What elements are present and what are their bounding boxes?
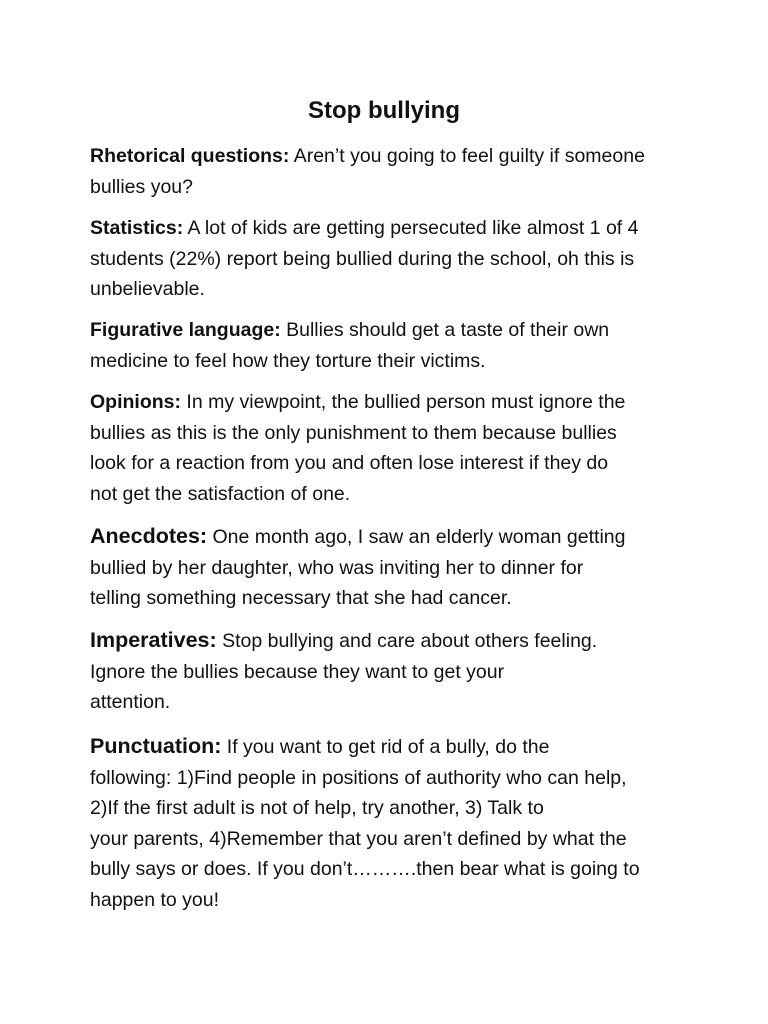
paragraph-line	[90, 625, 690, 657]
paragraph-text: Stop bullying and care about others feeling.	[216, 630, 598, 652]
paragraph-line: not get the satisfaction of one.	[90, 482, 351, 505]
paragraph-label: Rhetorical questions:	[90, 145, 290, 167]
document-title: Stop bullying	[308, 97, 460, 124]
paragraph-text: One month ago, I saw an elderly woman getting	[207, 526, 626, 548]
paragraph-line	[90, 315, 690, 346]
paragraph-line: telling something necessary that she had cancer.	[90, 587, 512, 609]
paragraph-line: look for a reaction from you and often lose interest if they do	[90, 452, 609, 474]
paragraph-line: unbelievable.	[90, 278, 205, 300]
paragraph-figurative-language	[90, 315, 690, 376]
paragraph-line: students (22%) report being bullied during the school, oh this is	[90, 247, 635, 270]
paragraph-rhetorical-questions	[90, 141, 690, 202]
paragraph-label: Statistics:	[90, 217, 184, 239]
paragraph-text: A lot of kids are getting persecuted like almost 1 of 4	[183, 217, 639, 239]
paragraph-opinions	[90, 387, 690, 509]
paragraph-label: Imperatives:	[90, 628, 217, 652]
paragraph-text: Bullies should get a taste of their own	[280, 319, 610, 341]
paragraph-imperatives	[90, 625, 690, 718]
paragraph-line: attention.	[90, 691, 171, 713]
paragraph-line	[90, 387, 690, 418]
paragraph-label: Punctuation:	[90, 734, 222, 758]
paragraph-text: Aren’t you going to feel guilty if someone	[289, 145, 645, 167]
paragraph-line: your parents, 4)Remember that you aren’t defined by what the	[90, 827, 627, 850]
paragraph-label: Figurative language:	[90, 319, 281, 341]
paragraph-line	[90, 141, 690, 172]
paragraph-statistics	[90, 213, 690, 305]
paragraph-line: bully says or does. If you don’t……….then bear what is going to	[90, 858, 640, 880]
paragraph-label: Anecdotes:	[90, 524, 208, 548]
paragraph-line	[90, 521, 690, 553]
paragraph-line: medicine to feel how they torture their victims.	[90, 349, 486, 372]
paragraph-label: Opinions:	[90, 391, 181, 413]
paragraph-line: following: 1)Find people in positions of authority who can help,	[90, 766, 627, 789]
paragraph-line: Ignore the bullies because they want to get your	[90, 660, 505, 683]
paragraph-line: happen to you!	[90, 888, 220, 911]
paragraph-line: 2)If the first adult is not of help, try another, 3) Talk to	[90, 797, 544, 819]
paragraph-line: bullies you?	[90, 175, 193, 198]
paragraph-line	[90, 731, 690, 763]
paragraph-line: bullied by her daughter, who was inviting her to dinner for	[90, 556, 584, 579]
paragraph-text: In my viewpoint, the bullied person must ignore the	[181, 391, 626, 413]
paragraph-punctuation	[90, 731, 690, 915]
paragraph-text: If you want to get rid of a bully, do the	[221, 736, 550, 758]
paragraph-anecdotes	[90, 521, 690, 614]
paragraph-line	[90, 213, 690, 244]
paragraph-line: bullies as this is the only punishment to them because bullies	[90, 421, 617, 444]
